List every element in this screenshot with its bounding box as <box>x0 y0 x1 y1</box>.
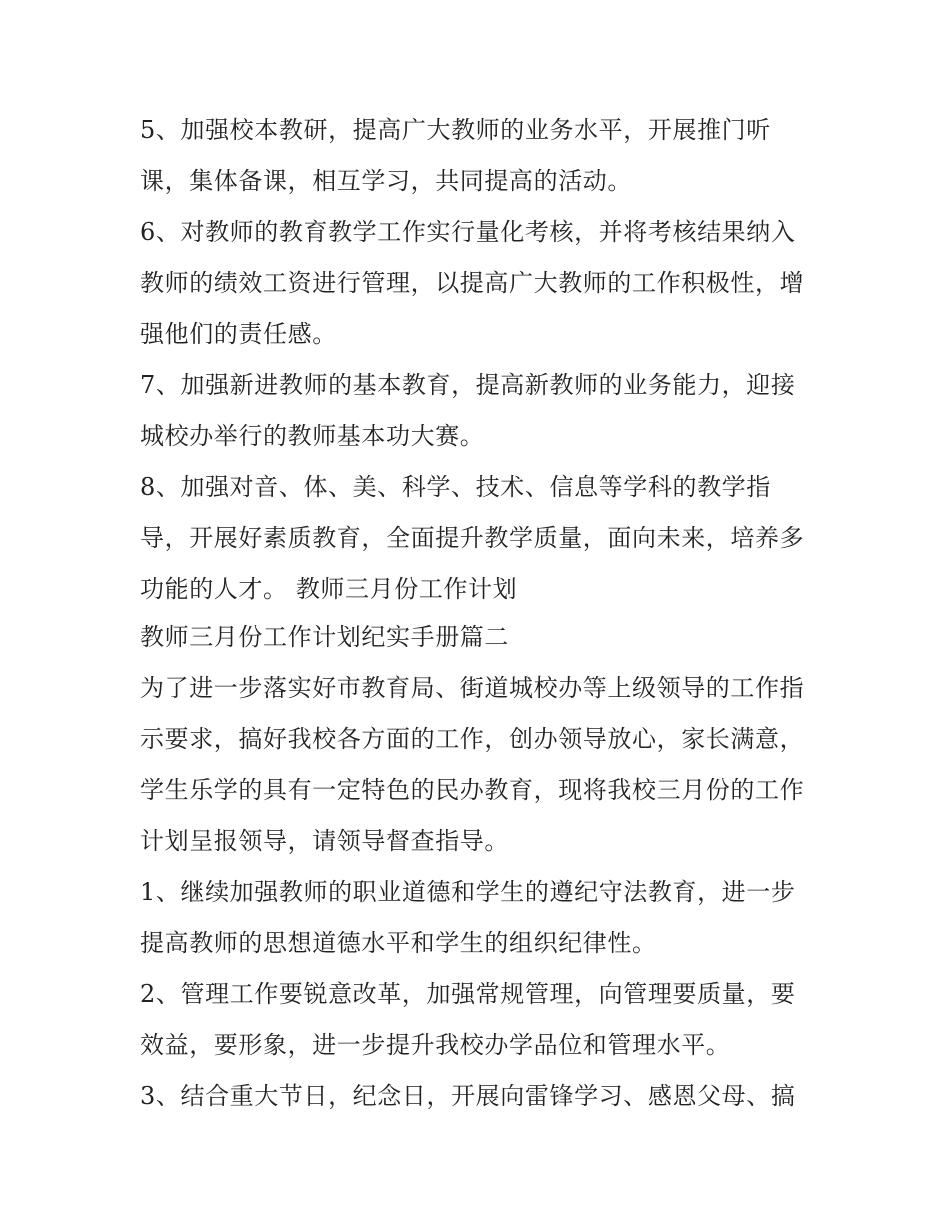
text-line: 5、加强校本教研，提高广大教师的业务水平，开展推门听 <box>140 116 771 144</box>
text-line: 计划呈报领导，请领导督查指导。 <box>140 827 509 855</box>
text-line: 功能的人才。 教师三月份工作计划 <box>140 575 518 603</box>
text-line: 学生乐学的具有一定特色的民办教育，现将我校三月份的工作 <box>140 776 805 804</box>
text-line: 提高教师的思想道德水平和学生的组织纪律性。 <box>140 929 657 957</box>
text-line: 示要求，搞好我校各方面的工作，创办领导放心，家长满意， <box>140 725 805 753</box>
text-line: 7、加强新进教师的基本教育，提高新教师的业务能力，迎接 <box>140 371 796 399</box>
text-line: 效益，要形象，进一步提升我校办学品位和管理水平。 <box>140 1031 731 1059</box>
text-line: 6、对教师的教育教学工作实行量化考核，并将考核结果纳入 <box>140 218 796 246</box>
text-line: 3、结合重大节日，纪念日，开展向雷锋学习、感恩父母、搞 <box>140 1082 796 1110</box>
text-line: 1、继续加强教师的职业道德和学生的遵纪守法教育，进一步 <box>140 878 796 906</box>
section-heading: 教师三月份工作计划纪实手册篇二 <box>140 623 509 651</box>
text-line: 强他们的责任感。 <box>140 320 337 348</box>
text-line: 城校办举行的教师基本功大赛。 <box>140 422 485 450</box>
text-line: 教师的绩效工资进行管理，以提高广大教师的工作积极性，增 <box>140 269 805 297</box>
text-line: 导，开展好素质教育，全面提升教学质量，面向未来，培养多 <box>140 524 805 552</box>
text-line: 8、加强对音、体、美、科学、技术、信息等学科的教学指 <box>140 473 771 501</box>
text-line: 2、管理工作要锐意改革，加强常规管理，向管理要质量，要 <box>140 980 796 1008</box>
text-line: 课，集体备课，相互学习，共同提高的活动。 <box>140 167 632 195</box>
text-line: 为了进一步落实好市教育局、街道城校办等上级领导的工作指 <box>140 674 805 702</box>
